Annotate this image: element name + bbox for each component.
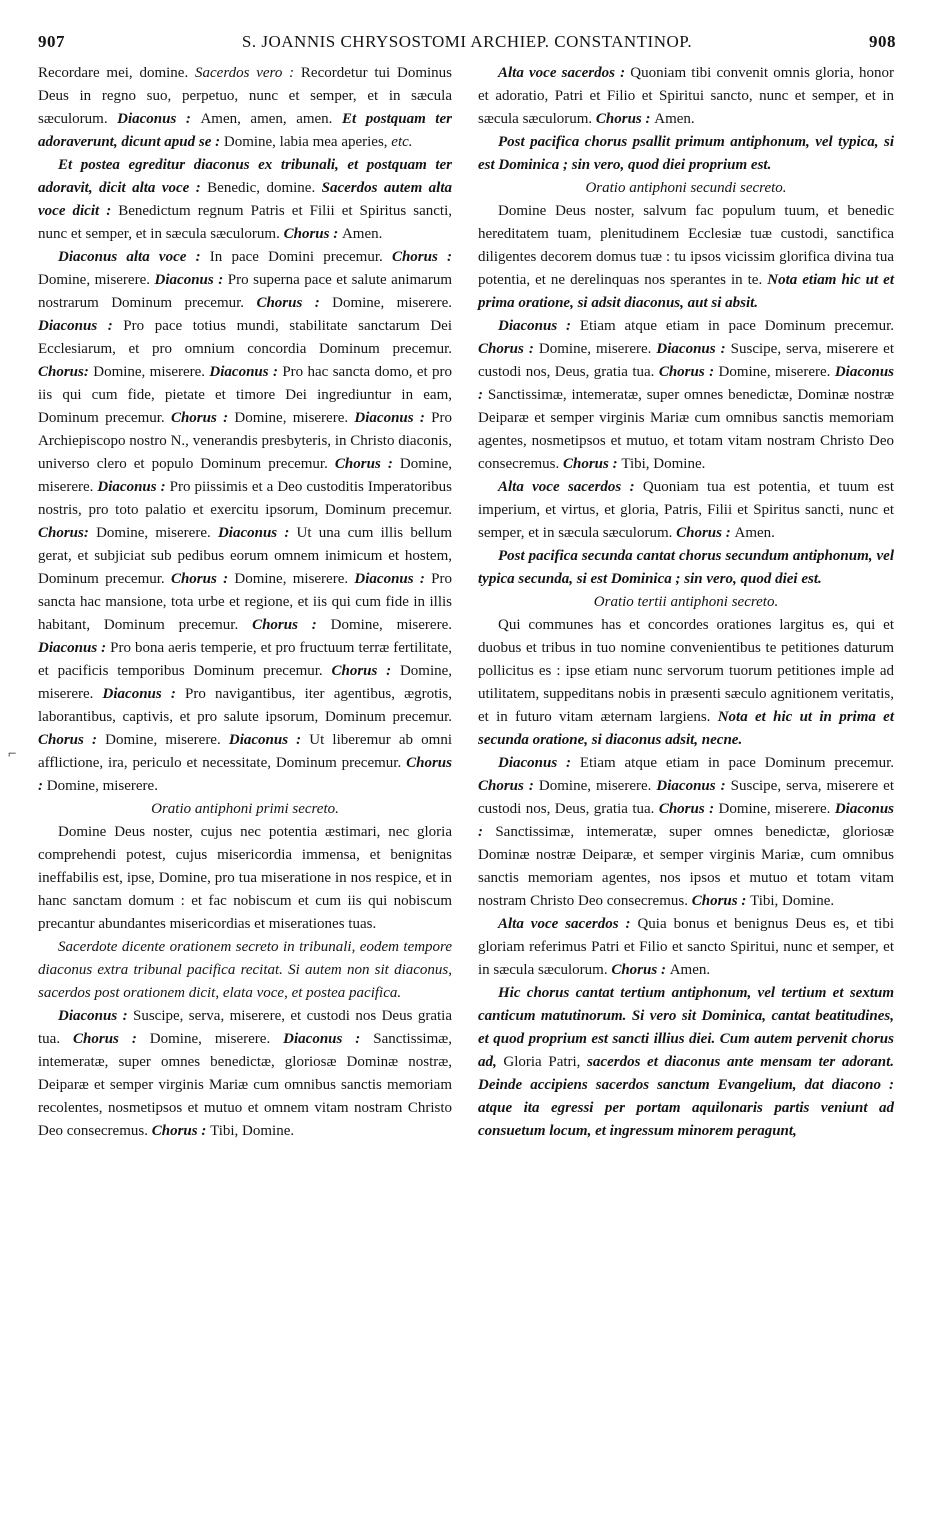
paragraph: Alta voce sacerdos : Quia bonus et benignus Deus es, et tibi gloriam referimus Patri et Filio et sancto Spiritui, nunc et semper, et in sæcula sæculorum. Chorus : Amen. [478,916,894,978]
left-column [38,62,452,1143]
paragraph: Qui communes has et concordes orationes largitus es, qui et duobus et tribus in tuo nomine convenientibus te petitiones daturum pollicitus es : ipse etiam nunc servorum tuorum petitiones imple ad utilitatem, suppeditans nobis in præsenti sæculo agnitionem veritatis, et in futuro vitam æternam largiens. Nota et hic ut in prima et secunda oratione, si diaconus adsit, necne. [478,617,894,748]
rubric: Post pacifica secunda cantat chorus secundum antiphonum, vel typica secunda, si est Dominica ; sin vero, quod diei est. [478,548,894,587]
section-heading: Oratio antiphoni primi secreto. [151,801,339,817]
paragraph: Recordare mei, domine. Sacerdos vero : Recordetur tui Dominus Deus in regno suo, perpetuo, nunc et semper, et in sæcula sæculorum. Diaconus : Amen, amen, amen. Et postquam ter adoraverunt, dicunt apud se : Domine, labia mea aperies, etc. [38,65,452,150]
margin-mark: ⌐ [8,746,17,762]
paragraph: Alta voce sacerdos : Quoniam tibi convenit omnis gloria, honor et adoratio, Patri et Filio et Spiritui sancto, nunc et semper, et in sæcula sæculorum. Chorus : Amen. [478,65,894,127]
right-column [478,62,894,1143]
paragraph: Diaconus : Suscipe, serva, miserere, et custodi nos Deus gratia tua. Chorus : Domine, miserere. Diaconus : Sanctissimæ, intemeratæ, super omnes benedictæ, gloriosæ Dominæ nostræ, Deiparæ et semper virginis Mariæ cum omnibus sanctis memoriam recolentes, nosmetipsos et mutuo et omnem vitam nostram Christo Deo consecremus. Chorus : Tibi, Domine. [38,1008,452,1139]
paragraph: Diaconus : Etiam atque etiam in pace Dominum precemur. Chorus : Domine, miserere. Diaconus : Suscipe, serva, miserere et custodi nos, Deus, gratia tua. Chorus : Domine, miserere. Diaconus : Sanctissimæ, intemeratæ, super omnes benedictæ, gloriosæ Dominæ nostræ Deiparæ, et semper virginis Mariæ, cum omnibus sanctis memoriam agentes, nos ipsos et mutuo et totam vitam nostram Christo Deo consecremus. Chorus : Tibi, Domine. [478,755,895,909]
paragraph: Domine Deus noster, cujus nec potentia æstimari, nec gloria comprehendi potest, cujus misericordia immensa, et benignitas ineffabilis est, ipse, Domine, pro tua miseratione in nos respice, et in hanc sanctam domum : et fac nobiscum et cum iis qui nobiscum precantur abundantes misericordias et miserationes tuas. [38,824,452,932]
litany-paragraph: Diaconus alta voce : In pace Domini precemur. Chorus : Domine, miserere. Diaconus : Pro superna pace et salute animarum nostrarum Dominum precemur. Chorus : Domine, miserere. Diaconus : Pro pace totius mundi, stabilitate sanctarum Dei Ecclesiarum, et pro omnium concordia Dominum precemur. Chorus: Domine, miserere. Diaconus : Pro hac sancta domo, et pro iis qui cum fide, pietate et timore Dei ingrediuntur in eam, Dominum precemur. Chorus : Domine, miserere. Diaconus : Pro Archiepiscopo nostro N., venerandis presbyteris, in Christo diaconis, universo clero et populo Dominum precemur. Chorus : Domine, miserere. Diaconus : Pro piissimis et a Deo custoditis Imperatoribus nostris, pro toto palatio et exercitu ipsorum, Dominum precemur. Chorus: Domine, miserere. Diaconus : Ut una cum illis bellum gerat, et subjiciat sub pedibus eorum omnem inimicum et hostem, Dominum precemur. Chorus : Domine, miserere. Diaconus : Pro sancta hac mansione, tota urbe et regione, et iis qui cum fide in illis habitant, Dominum precemur. Chorus : Domine, miserere. Diaconus : Pro bona aeris temperie, et pro fructuum terræ fertilitate, et pacificis temporibus Dominum precemur. Chorus : Domine, miserere. Diaconus : Pro navigantibus, iter agentibus, ægrotis, laborantibus, captivis, et pro salute ipsorum, Dominum precemur. Chorus : Domine, miserere. Diaconus : Ut liberemur ab omni afflictione, ira, periculo et necessitate, Dominum precemur. Chorus : Domine, miserere. [38,249,453,794]
rubric: Hic chorus cantat tertium antiphonum, vel tertium et sextum canticum matutinorum. Si vero sit Dominica, cantat beatitudines, et quod proprium est sancti illius diei. Cum autem pervenit chorus ad, Gloria Patri, sacerdos et diaconus ante mensam ter adorant. Deinde accipiens sacerdos sanctum Evangelium, dat diacono : atque ita egressi per portam aquilonaris partis veniunt ad consuetum locum, et ingressum minorem peragunt, [478,985,895,1139]
paragraph: Diaconus : Etiam atque etiam in pace Dominum precemur. Chorus : Domine, miserere. Diaconus : Suscipe, serva, miserere et custodi nos, Deus, gratia tua. Chorus : Domine, miserere. Diaconus : Sanctissimæ, intemeratæ, super omnes benedictæ, Dominæ nostræ Deiparæ et semper virginis Mariæ cum omnibus sanctis memoriam agentes, nosmetipsos et mutuo, et totam vitam nostram Christo Deo consecremus. Chorus : Tibi, Domine. [478,318,895,472]
paragraph: Alta voce sacerdos : Quoniam tua est potentia, et tuum est imperium, et virtus, et gloria, Patris, Filii et Spiritus sancti, nunc et semper, et in sæcula sæculorum. Chorus : Amen. [478,479,894,541]
paragraph: Et postea egreditur diaconus ex tribunali, et postquam ter adoravit, dicit alta voce : Benedic, domine. Sacerdos autem alta voce dicit : Benedictum regnum Patris et Filii et Spiritus sancti, nunc et semper, et in sæcula sæculorum. Chorus : Amen. [38,157,452,242]
section-heading: Oratio tertii antiphoni secreto. [593,594,779,610]
paragraph: Domine Deus noster, salvum fac populum tuum, et benedic hereditatem tuam, plenitudinem Ecclesiæ tuæ custodi, sanctifica diligentes decorem domus tuæ : tu ipsos vicissim glorifica divina tua potentia, et ne derelinquas nos sperantes in te. Nota etiam hic ut et prima oratione, si adsit diaconus, aut si absit. [478,203,894,311]
page-number-left: 907 [38,32,65,51]
rubric: Post pacifica chorus psallit primum antiphonum, vel typica, si est Dominica ; sin vero, quod diei proprium est. [478,134,894,173]
running-title: S. JOANNIS CHRYSOSTOMI ARCHIEP. CONSTANTINOP. [241,32,693,51]
page-header [38,32,896,62]
section-heading: Oratio antiphoni secundi secreto. [585,180,787,196]
page-number-right: 908 [869,32,896,51]
rubric: Sacerdote dicente orationem secreto in tribunali, eodem tempore diaconus extra tribunal pacifica recitat. Si autem non sit diaconus, sacerdos post orationem dicit, elata voce, et postea pacifica. [38,939,452,1001]
